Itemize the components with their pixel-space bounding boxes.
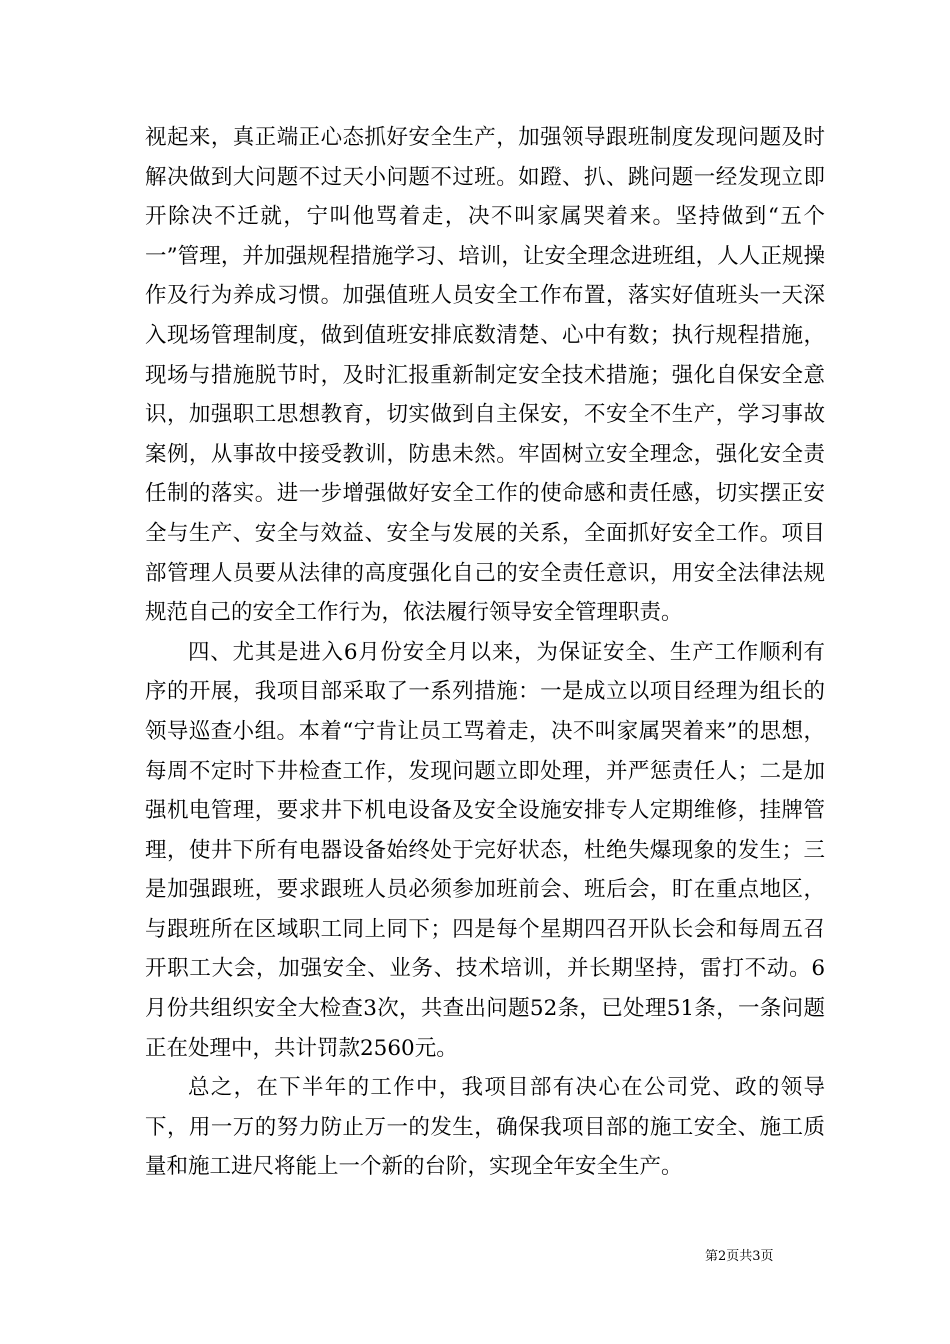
page-number-footer: 第2页共3页 — [705, 1249, 774, 1264]
paragraph-1: 视起来，真正端正心态抓好安全生产，加强领导跟班制度发现问题及时解决做到大问题不过天小问题不过班。如蹬、扒、跳问题一经发现立即开除决不迁就，宁叫他骂着走，决不叫家属哭着来。坚持做到“五个一”管理，并加强规程措施学习、培训，让安全理念进班组，人人正规操作及行为养成习惯。加强值班人员安全工作布置，落实好值班头一天深入现场管理制度，做到值班安排底数清楚、心中有数；执行规程措施，现场与措施脱节时，及时汇报重新制定安全技术措施；强化自保安全意识，加强职工思想教育，切实做到自主保安，不安全不生产，学习事故案例，从事故中接受教训，防患未然。牢固树立安全理念，强化安全责任制的落实。进一步增强做好安全工作的使命感和责任感，切实摆正安全与生产、安全与效益、安全与发展的关系，全面抓好安全工作。项目部管理人员要从法律的高度强化自己的安全责任意识，用安全法律法规规范自己的安全工作行为，依法履行领导安全管理职责。 — [145, 125, 825, 626]
paragraph-3: 总之，在下半年的工作中，我项目部有决心在公司党、政的领导下，用一万的努力防止万一的发生，确保我项目部的施工安全、施工质量和施工进尺将能上一个新的台阶，实现全年安全生产。 — [145, 1075, 825, 1180]
document-body — [145, 118, 825, 1187]
paragraph-2: 四、尤其是进入6月份安全月以来，为保证安全、生产工作顺利有序的开展，我项目部采取了一系列措施：一是成立以项目经理为组长的领导巡查小组。本着“宁肯让员工骂着走，决不叫家属哭着来”的思想，每周不定时下井检查工作，发现问题立即处理，并严惩责任人；二是加强机电管理，要求井下机电设备及安全设施安排专人定期维修，挂牌管理，使井下所有电器设备始终处于完好状态，杜绝失爆现象的发生；三是加强跟班，要求跟班人员必须参加班前会、班后会，盯在重点地区，与跟班所在区域职工同上同下；四是每个星期四召开队长会和每周五召开职工大会，加强安全、业务、技术培训，并长期坚持，雷打不动。6月份共组织安全大检查3次，共查出问题52条，已处理51条，一条问题正在处理中，共计罚款2560元。 — [145, 639, 825, 1061]
